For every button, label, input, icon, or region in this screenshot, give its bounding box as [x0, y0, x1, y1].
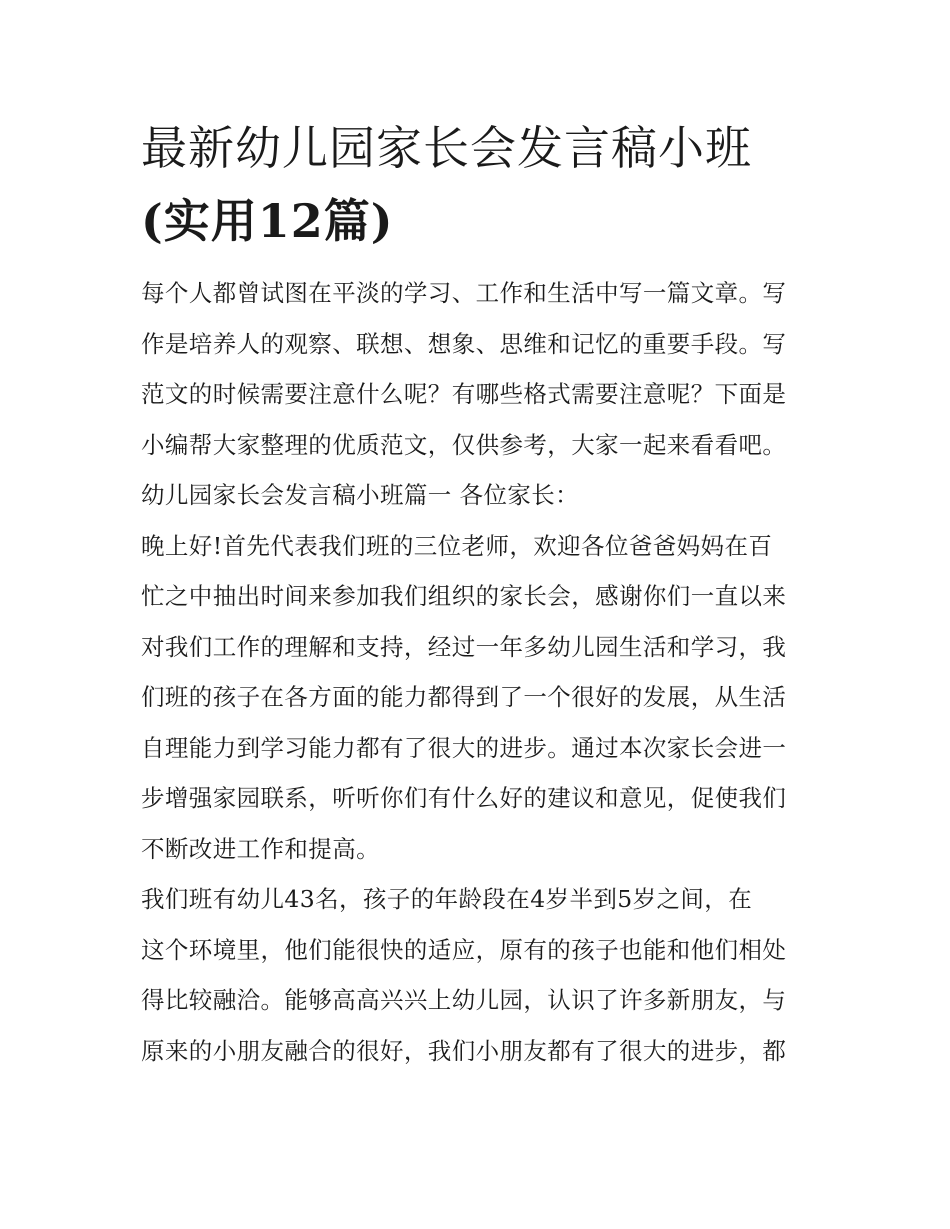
document-body — [141, 268, 821, 1076]
body-line: 步增强家园联系，听听你们有什么好的建议和意见，促使我们 — [141, 784, 787, 812]
body-line: 不断改进工作和提高。 — [141, 834, 380, 863]
document-content — [141, 112, 821, 1076]
title-line-2: (实用12篇) — [141, 194, 394, 248]
body-line: 这个环境里，他们能很快的适应，原有的孩子也能和他们相处 — [141, 935, 787, 964]
body-line: 作是培养人的观察、联想、想象、思维和记忆的重要手段。写 — [141, 329, 787, 358]
body-line: 对我们工作的理解和支持，经过一年多幼儿园生活和学习，我 — [141, 632, 787, 661]
section-heading-line: 幼儿园家长会发言稿小班篇一 各位家长： — [141, 481, 580, 509]
body-line: 我们班有幼儿43名，孩子的年龄段在4岁半到5岁之间，在 — [141, 885, 753, 913]
body-line: 们班的孩子在各方面的能力都得到了一个很好的发展，从生活 — [141, 683, 787, 711]
document-title — [141, 112, 821, 258]
body-line: 忙之中抽出时间来参加我们组织的家长会，感谢你们一直以来 — [141, 582, 787, 610]
body-line: 晚上好!首先代表我们班的三位老师，欢迎各位爸爸妈妈在百 — [141, 531, 773, 560]
body-line: 自理能力到学习能力都有了很大的进步。通过本次家长会进一 — [141, 733, 787, 762]
title-line-1: 最新幼儿园家长会发言稿小班 — [141, 121, 752, 175]
body-line: 小编帮大家整理的优质范文，仅供参考，大家一起来看看吧。 — [141, 430, 787, 459]
body-line: 范文的时候需要注意什么呢？有哪些格式需要注意呢？下面是 — [141, 380, 787, 408]
body-line: 得比较融洽。能够高高兴兴上幼儿园，认识了许多新朋友，与 — [141, 986, 787, 1014]
body-line: 每个人都曾试图在平淡的学习、工作和生活中写一篇文章。写 — [141, 279, 787, 307]
body-line: 原来的小朋友融合的很好，我们小朋友都有了很大的进步，都 — [141, 1036, 787, 1065]
